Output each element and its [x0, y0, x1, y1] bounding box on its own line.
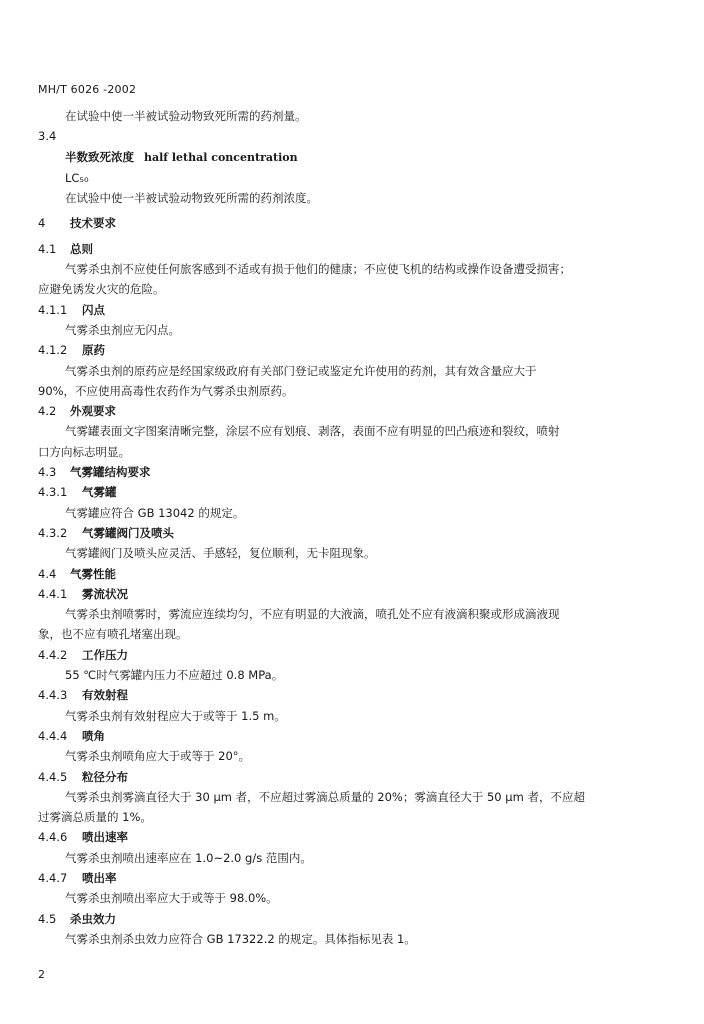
page-number: 2 — [38, 968, 45, 981]
section-number: 4.4.4 — [38, 728, 68, 743]
section-title: 闪点 — [82, 302, 105, 317]
section-heading — [38, 340, 668, 360]
section-number: 4.1.1 — [38, 302, 68, 317]
section-number: 4.4.5 — [38, 769, 68, 784]
section-title: 喷出率 — [82, 870, 117, 885]
paragraph: 气雾杀虫剂雾滴直径大于 30 μm 者，不应超过雾滴总质量的 20%；雾滴直径大于 50 μm 者，不应超 — [65, 789, 585, 804]
section-number: 4.4.6 — [38, 830, 68, 845]
paragraph: 气雾杀虫剂不应使任何旅客感到不适或有损于他们的健康；不应使飞机的结构或操作设备遭受损害； — [65, 262, 571, 277]
section-heading — [38, 909, 668, 929]
section-title: 原药 — [82, 343, 105, 358]
section-title: 工作压力 — [82, 647, 128, 662]
paragraph-continuation: 过雾滴总质量的 1%。 — [38, 810, 152, 825]
section-heading — [38, 213, 668, 233]
paragraph: 气雾杀虫剂的原药应是经国家级政府有关部门登记或鉴定允许使用的药剂，其有效含量应大于 — [65, 363, 537, 378]
section-number: 4.4.2 — [38, 647, 68, 662]
section-heading — [38, 685, 668, 705]
document-body — [38, 106, 668, 949]
section-heading — [38, 584, 668, 604]
section-heading — [38, 239, 668, 259]
paragraph: 气雾杀虫剂有效射程应大于或等于 1.5 m。 — [65, 708, 286, 723]
section-title: 气雾罐 — [82, 485, 117, 500]
section-heading — [38, 767, 668, 787]
section-number: 4 — [38, 216, 46, 231]
section-number: 4.4.3 — [38, 688, 68, 703]
paragraph: 气雾杀虫剂喷出率应大于或等于 98.0%。 — [65, 891, 278, 906]
section-number: 4.4 — [38, 566, 57, 581]
section-number: 3.4 — [38, 129, 57, 144]
section-heading — [38, 462, 668, 482]
section-number: 4.2 — [38, 404, 57, 419]
paragraph-continuation: 象，也不应有喷孔堵塞出现。 — [38, 627, 188, 642]
section-heading — [38, 827, 668, 847]
paragraph-continuation: 应避免诱发火灾的危险。 — [38, 282, 165, 297]
paragraph: 气雾杀虫剂喷角应大于或等于 20°。 — [65, 749, 251, 764]
paragraph: 气雾罐阀门及喷头应灵活、手感轻，复位顺利，无卡阻现象。 — [65, 546, 376, 561]
section-title: 气雾性能 — [70, 566, 116, 581]
paragraph-continuation: 90%，不应使用高毒性农药作为气雾杀虫剂原药。 — [38, 383, 294, 398]
section-heading — [38, 523, 668, 543]
term-title: 半数致死浓度 — [65, 149, 134, 164]
paragraph: 气雾罐表面文字图案清晰完整，涂层不应有划痕、剥落，表面不应有明显的凹凸痕迹和裂纹，喷射 — [65, 424, 560, 439]
section-title: 粒径分布 — [82, 769, 128, 784]
paragraph: 气雾杀虫剂喷雾时，雾流应连续均匀，不应有明显的大液滴，喷孔处不应有液滴积聚或形成滴液现 — [65, 607, 560, 622]
paragraph: 气雾杀虫剂应无闪点。 — [65, 322, 180, 337]
section-number: 4.4.1 — [38, 586, 68, 601]
paragraph: 55 ℃时气雾罐内压力不应超过 0.8 MPa。 — [65, 668, 284, 683]
term-english: half lethal concentration — [144, 150, 298, 164]
section-number: 4.5 — [38, 911, 57, 926]
section-title: 外观要求 — [70, 404, 116, 419]
section-heading — [38, 645, 668, 665]
section-title: 总则 — [70, 241, 93, 256]
section-title: 雾流状况 — [82, 586, 128, 601]
section-heading — [38, 401, 668, 421]
section-title: 杀虫效力 — [70, 911, 116, 926]
section-heading — [38, 868, 668, 888]
paragraph: 在试验中使一半被试验动物致死所需的药剂浓度。 — [65, 191, 318, 206]
section-number: 4.1 — [38, 241, 57, 256]
paragraph: 在试验中使一半被试验动物致死所需的药剂量。 — [65, 109, 307, 123]
section-number: 4.3.2 — [38, 525, 68, 540]
section-heading — [38, 564, 668, 584]
paragraph: 气雾杀虫剂杀虫效力应符合 GB 17322.2 的规定。具体指标见表 1。 — [65, 931, 416, 946]
term-heading — [38, 147, 668, 168]
section-number: 4.1.2 — [38, 343, 68, 358]
paragraph: 气雾罐应符合 GB 13042 的规定。 — [65, 505, 245, 520]
section-heading — [38, 300, 668, 320]
section-number: 4.4.7 — [38, 870, 68, 885]
section-title: 技术要求 — [70, 216, 116, 231]
section-title: 气雾罐结构要求 — [70, 465, 151, 480]
section-heading — [38, 482, 668, 502]
section-title: 喷角 — [82, 728, 105, 743]
term-symbol: LC₅₀ — [65, 170, 89, 185]
paragraph: 气雾杀虫剂喷出速率应在 1.0~2.0 g/s 范围内。 — [65, 850, 312, 865]
section-title: 有效射程 — [82, 688, 128, 703]
standard-code-header: MH/T 6026 -2002 — [38, 83, 137, 96]
section-title: 喷出速率 — [82, 830, 128, 845]
section-number: 4.3.1 — [38, 485, 68, 500]
section-heading — [38, 726, 668, 746]
section-title: 气雾罐阀门及喷头 — [82, 525, 174, 540]
paragraph-continuation: 口方向标志明显。 — [38, 444, 130, 459]
section-number: 4.3 — [38, 465, 57, 480]
